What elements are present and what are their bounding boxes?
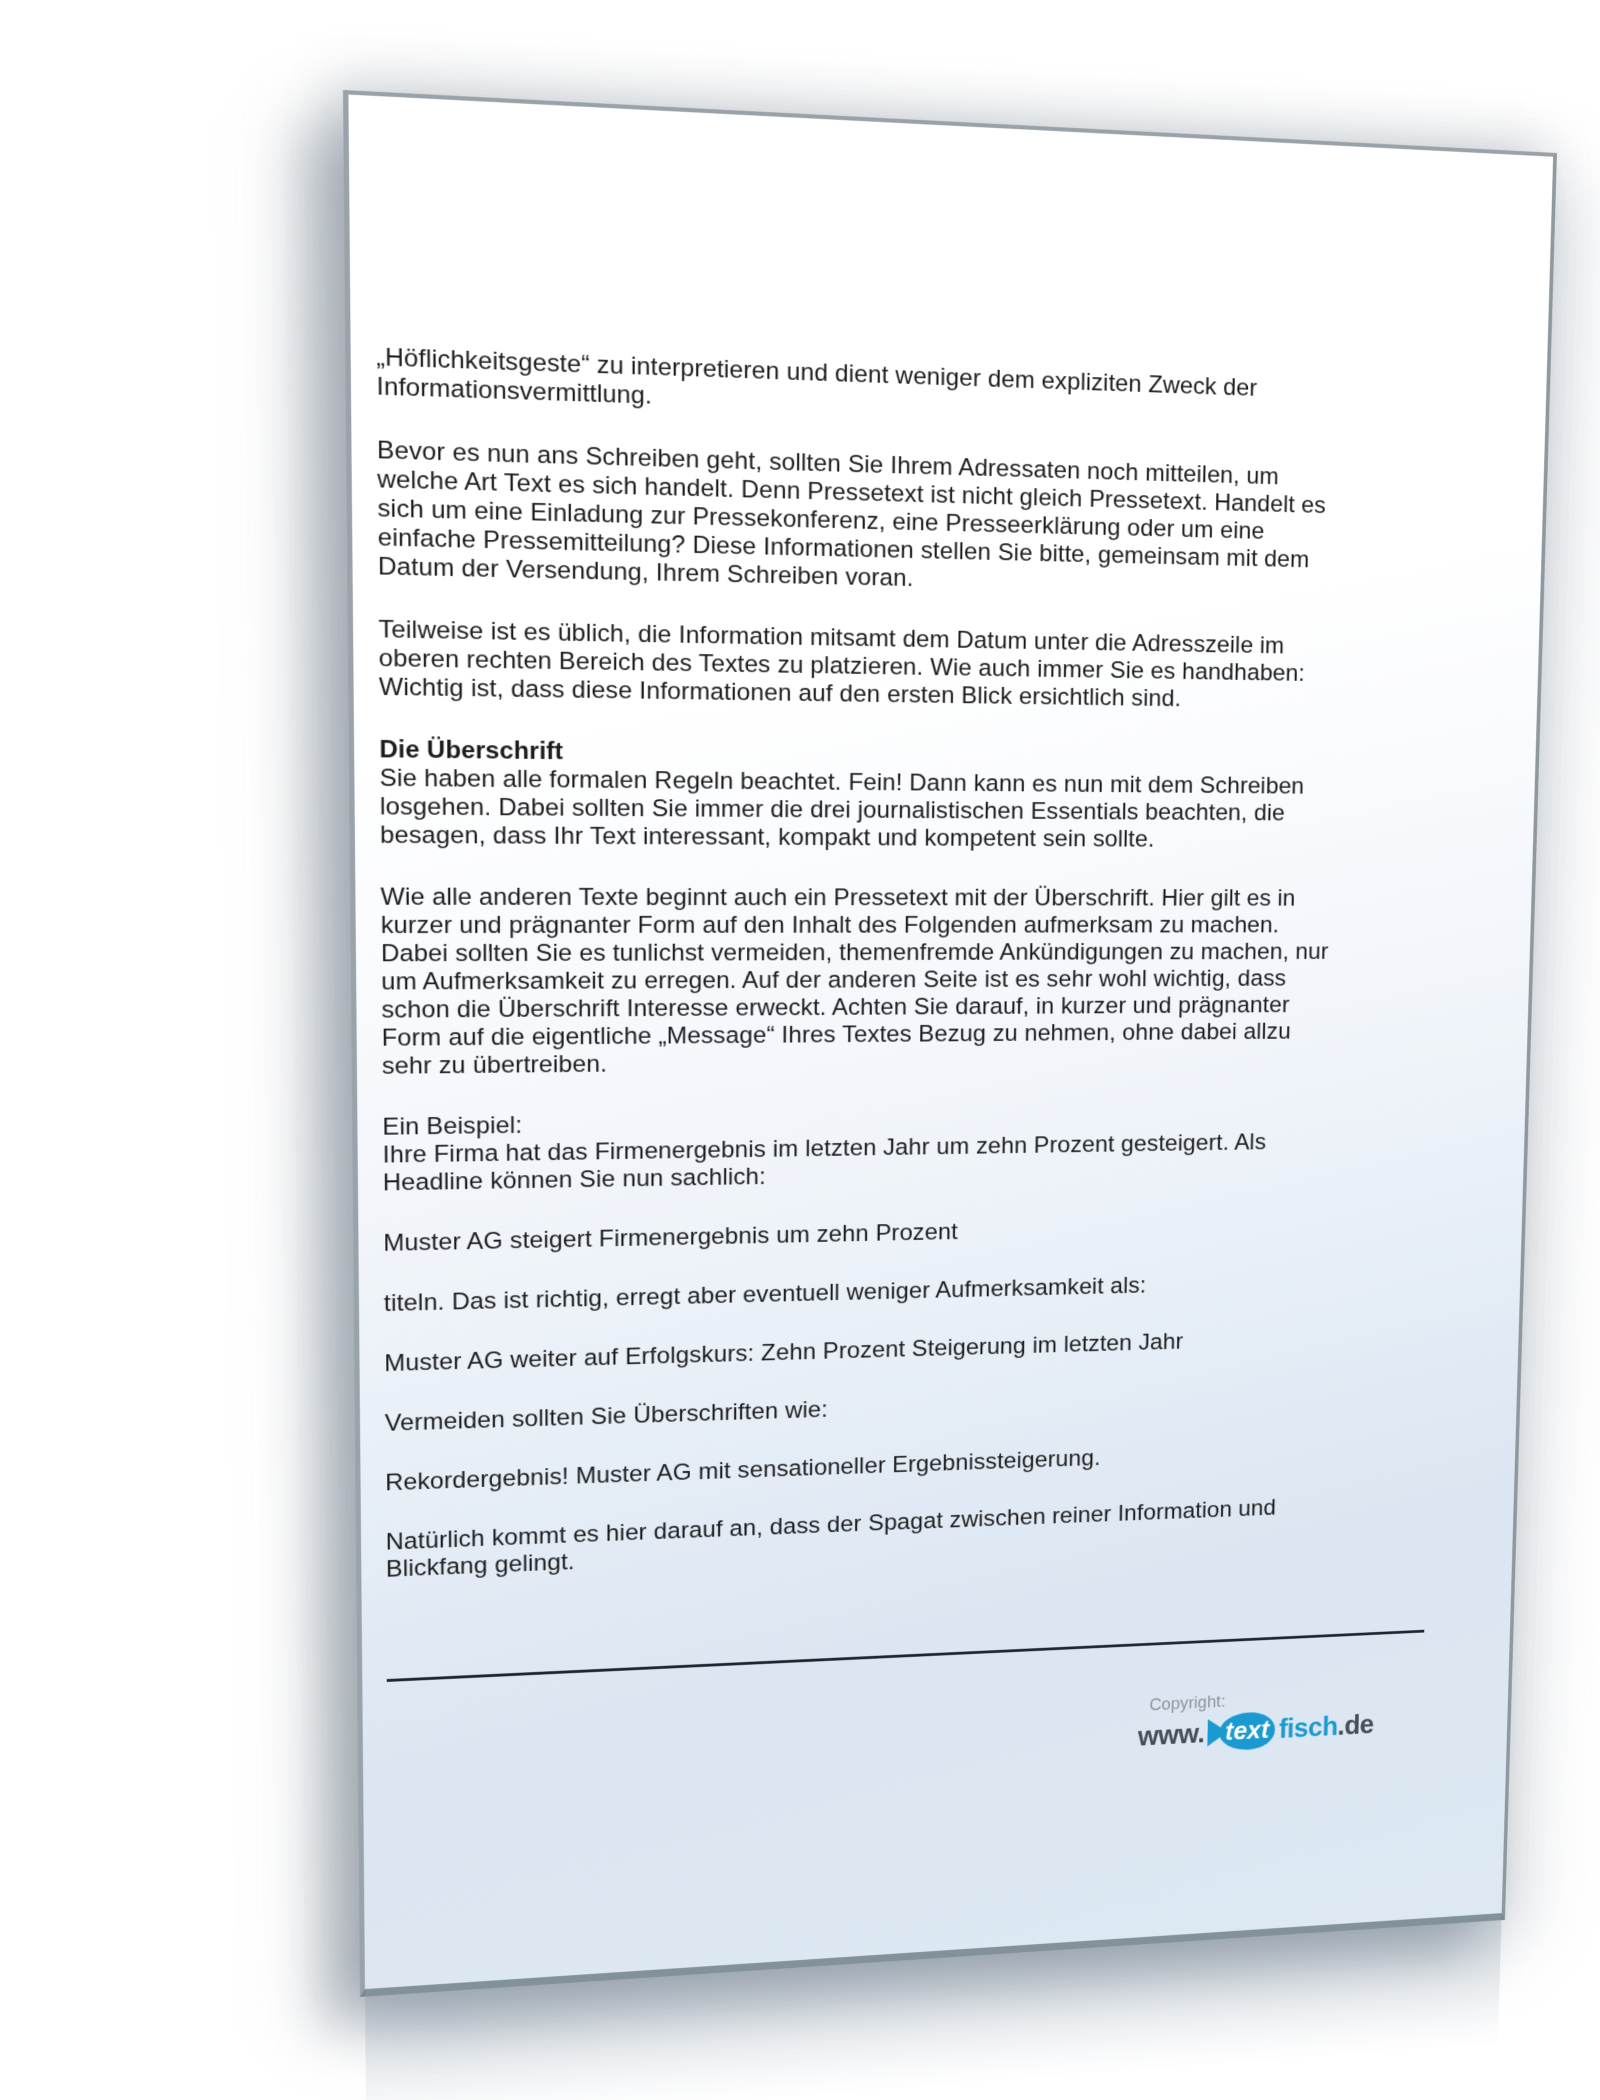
logo-www-text: www. xyxy=(1137,1718,1205,1752)
copyright-label: Copyright: xyxy=(1149,1691,1226,1715)
paragraph-3: Teilweise ist es üblich, die Information mitsamt dem Datum unter die Adresszeile im oberen rechten Bereich des Textes zu platzieren. Wie auch immer Sie es handhaben: Wichtig ist, dass diese Informationen auf den ersten Blick ersichtlich sind. xyxy=(378,615,1306,713)
section-heading: Die Überschrift xyxy=(379,735,564,766)
fish-icon xyxy=(1219,1711,1276,1751)
paragraph-4: Sie haben alle formalen Regeln beachtet. Fein! Dann kann es nun mit dem Schreiben losgehen. Dabei sollten Sie immer die drei journalistischen Essentials beachten, die besagen, dass Ihr Text interessant, kompakt und kompetent sein sollte. xyxy=(379,764,1305,853)
footer-branding xyxy=(1138,1684,1375,1755)
paragraph-9: Natürlich kommt es hier darauf an, dass der Spagat zwischen reiner Information und Blickfang gelingt. xyxy=(385,1495,1277,1583)
paragraph-8: Vermeiden sollten Sie Überschriften wie: xyxy=(384,1396,828,1437)
textfisch-logo xyxy=(1138,1706,1375,1756)
footer-divider xyxy=(387,1630,1425,1682)
logo-tld-text: .de xyxy=(1337,1710,1375,1741)
paragraph-6: Ein Beispiel: Ihre Firma hat das Firmenergebnis im letzten Jahr um zehn Prozent gesteigert. Als Headline können Sie nun sachlich: xyxy=(382,1112,1267,1197)
document-sheet xyxy=(343,90,1557,1997)
paragraph-1: „Höflichkeitsgeste“ zu interpretieren und dient weniger dem expliziten Zweck der Informationsvermittlung. xyxy=(376,343,1258,410)
paragraph-2: Bevor es nun ans Schreiben geht, sollten Sie Ihrem Adressaten noch mitteilen, um welche Art Text es sich handelt. Denn Pressetext ist nicht gleich Pressetext. Handelt es sich um eine Einladung zur Pressekonferenz, eine Presseerklärung oder um eine einfache Pressemitteilung? Diese Informationen stellen Sie bitte, gemeinsam mit dem Datum der Versendung, Ihrem Schreiben voran. xyxy=(376,436,1327,593)
example-headline-1: Muster AG steigert Firmenergebnis um zehn Prozent xyxy=(383,1218,958,1257)
sheet-reflection xyxy=(365,1913,1502,2100)
example-headline-2: Muster AG weiter auf Erfolgskurs: Zehn Prozent Steigerung im letzten Jahr xyxy=(384,1328,1184,1377)
example-headline-3: Rekordergebnis! Muster AG mit sensationeller Ergebnissteigerung. xyxy=(385,1445,1101,1497)
document-text xyxy=(376,343,1413,1797)
paragraph-7: titeln. Das ist richtig, erregt aber eventuell weniger Aufmerksamkeit als: xyxy=(383,1272,1147,1318)
logo-fisch-text: fisch xyxy=(1278,1711,1338,1744)
paragraph-5: Wie alle anderen Texte beginnt auch ein Pressetext mit der Überschrift. Hier gilt es in kurzer und prägnanter Form auf den Inhalt des Folgenden aufmerksam zu machen. Dabei sollten Sie es tunlichst vermeiden, themenfremde Ankündigungen zu machen, nur um Aufmerksamkeit zu erregen. Auf der anderen Seite ist es sehr wohl wichtig, dass schon die Überschrift Interesse erweckt. Achten Sie darauf, in kurzer und prägnanter Form auf die eigentliche „Message“ Ihres Textes Bezug zu nehmen, ohne dabei allzu sehr zu übertreiben. xyxy=(380,883,1329,1080)
logo-fish-word: text xyxy=(1224,1715,1270,1746)
